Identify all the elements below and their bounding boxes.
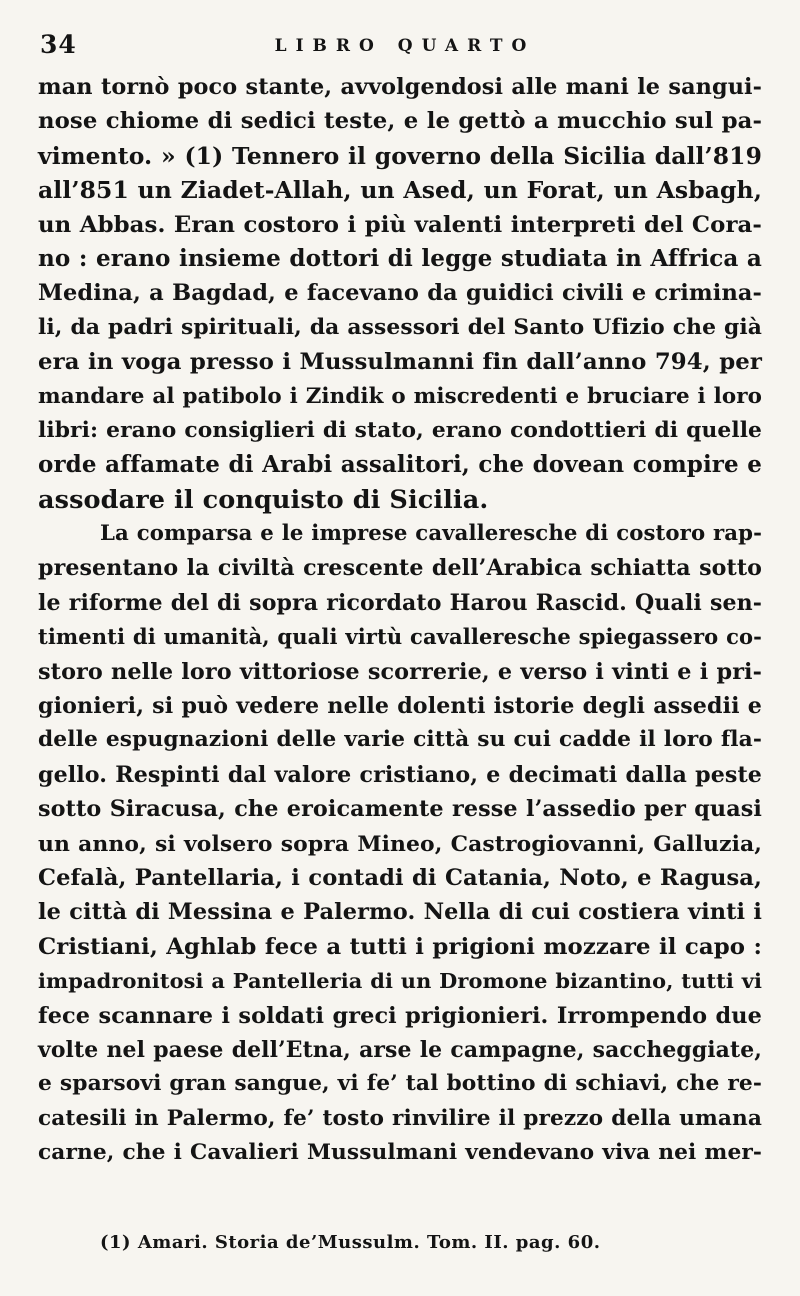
text-line: sotto Siracusa, che eroicamente resse l’assedio per quasi bbox=[38, 796, 762, 823]
text-line: un anno, si volsero sopra Mineo, Castrogiovanni, Galluzia, bbox=[38, 830, 762, 857]
page-number: 34 bbox=[40, 30, 77, 59]
text-line: storo nelle loro vittoriose scorrerie, e verso i vinti e i pri- bbox=[38, 658, 762, 685]
text-line: fece scannare i soldati greci prigionieri. Irrompendo due bbox=[38, 1002, 762, 1029]
text-line: le città di Messina e Palermo. Nella di cui costiera vinti i bbox=[38, 899, 762, 926]
text-line: catesili in Palermo, fe’ tosto rinvilire il prezzo della umana bbox=[38, 1105, 762, 1131]
text-line: man tornò poco stante, avvolgendosi alle mani le sangui- bbox=[38, 74, 762, 100]
text-line: all’851 un Ziadet-Allah, un Ased, un Forat, un Asbagh, bbox=[38, 176, 762, 205]
running-head: LIBRO QUARTO bbox=[274, 36, 536, 56]
text-line: mandare al patibolo i Zindik o miscredenti e bruciare i loro bbox=[38, 383, 762, 409]
text-line: timenti di umanità, quali virtù cavalleresche spiegassero co- bbox=[38, 624, 762, 650]
text-line: li, da padri spirituali, da assessori del Santo Ufizio che già bbox=[38, 314, 762, 340]
text-line: Cefalà, Pantellaria, i contadi di Catania, Noto, e Ragusa, bbox=[38, 864, 762, 891]
body-text bbox=[38, 70, 762, 1171]
text-line: nose chiome di sedici teste, e le gettò a mucchio sul pa- bbox=[38, 108, 762, 135]
text-line: era in voga presso i Mussulmanni fin dall’anno 794, per bbox=[38, 349, 762, 376]
text-line: no : erano insieme dottori di legge studiata in Affrica a bbox=[38, 244, 762, 272]
text-line: volte nel paese dell’Etna, arse le campagne, saccheggiate, bbox=[38, 1036, 762, 1063]
text-line: le riforme del di sopra ricordato Harou Rascid. Quali sen- bbox=[38, 589, 762, 616]
text-line: gionieri, si può vedere nelle dolenti istorie degli assedii e bbox=[38, 693, 762, 720]
text-line: impadronitosi a Pantelleria di un Dromone bizantino, tutti vi bbox=[38, 968, 762, 994]
text-line: La comparsa e le imprese cavalleresche di costoro rap- bbox=[100, 521, 762, 547]
text-line: libri: erano consiglieri di stato, erano condottieri di quelle bbox=[38, 417, 762, 443]
text-line: Medina, a Bagdad, e facevano da guidici civili e crimina- bbox=[38, 280, 762, 307]
footnote: (1) Amari. Storia de’Mussulm. Tom. II. pag. 60. bbox=[100, 1232, 601, 1253]
text-line: e sparsovi gran sangue, vi fe’ tal bottino di schiavi, che re- bbox=[38, 1071, 762, 1097]
page-header bbox=[40, 30, 770, 64]
text-line: un Abbas. Eran costoro i più valenti interpreti del Cora- bbox=[38, 211, 762, 238]
text-line: carne, che i Cavalieri Mussulmani vendevano viva nei mer- bbox=[38, 1140, 762, 1166]
text-line: presentano la civiltà crescente dell’Arabica schiatta sotto bbox=[38, 555, 762, 582]
text-line: Cristiani, Aghlab fece a tutti i prigioni mozzare il capo : bbox=[38, 933, 762, 960]
text-line: assodare il conquisto di Sicilia. bbox=[38, 484, 489, 515]
text-line: delle espugnazioni delle varie città su cui cadde il loro fla- bbox=[38, 727, 762, 753]
text-line: orde affamate di Arabi assalitori, che dovean compire e bbox=[38, 451, 762, 479]
text-line: vimento. » (1) Tennero il governo della Sicilia dall’819 bbox=[38, 141, 762, 170]
text-line: gello. Respinti dal valore cristiano, e decimati dalla peste bbox=[38, 761, 762, 788]
